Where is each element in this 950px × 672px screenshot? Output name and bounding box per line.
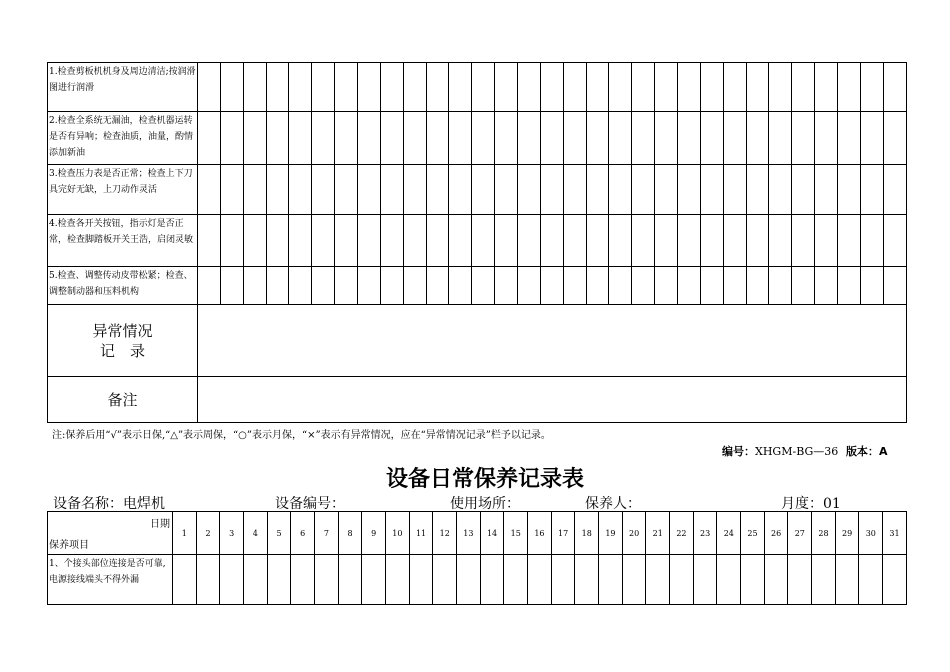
day-check-cell[interactable]	[433, 555, 457, 605]
day-header: 20	[622, 512, 646, 555]
day-check-cell[interactable]	[358, 112, 381, 165]
day-check-cell[interactable]	[312, 165, 335, 215]
day-check-cell[interactable]	[403, 165, 426, 215]
day-check-cell[interactable]	[741, 555, 765, 605]
maintenance-row	[48, 555, 907, 605]
day-check-cell[interactable]	[335, 112, 358, 165]
day-check-cell[interactable]	[769, 267, 792, 305]
day-check-cell[interactable]	[586, 267, 609, 305]
day-check-cell[interactable]	[403, 267, 426, 305]
maintenance-item: 1、个接头部位连接是否可靠,电源接线端头不得外漏	[48, 555, 173, 605]
day-check-cell[interactable]	[655, 112, 678, 165]
day-check-cell[interactable]	[815, 165, 838, 215]
header-item-label: 保养项目	[49, 540, 89, 551]
day-check-cell[interactable]	[495, 165, 518, 215]
legend-note: 注:保养后用“√”表示日保,“△”表示周保，“○”表示月保，“×”表示有异常情况，应在“异常情况记录”栏予以记录。	[52, 430, 551, 441]
day-check-cell[interactable]	[266, 165, 289, 215]
day-check-cell[interactable]	[723, 215, 746, 267]
day-check-cell[interactable]	[289, 63, 312, 112]
day-check-cell[interactable]	[655, 63, 678, 112]
day-check-cell[interactable]	[792, 63, 815, 112]
day-check-cell[interactable]	[358, 63, 381, 112]
maintenance-item: 2.检查全系统无漏油，检查机器运转是否有异响；检查油质，油量，酌情添加新油	[48, 112, 198, 165]
day-check-cell[interactable]	[198, 267, 221, 305]
day-check-cell[interactable]	[723, 267, 746, 305]
day-check-cell[interactable]	[289, 267, 312, 305]
day-check-cell[interactable]	[335, 215, 358, 267]
day-check-cell[interactable]	[196, 555, 220, 605]
maintainer: 保养人：	[585, 496, 641, 512]
day-header: 6	[291, 512, 315, 555]
day-check-cell[interactable]	[449, 165, 472, 215]
equipment-name: 设备名称：电焊机	[53, 496, 165, 512]
day-check-cell[interactable]	[632, 63, 655, 112]
day-check-cell[interactable]	[723, 112, 746, 165]
day-header: 23	[693, 512, 717, 555]
day-check-cell[interactable]	[540, 215, 563, 267]
day-header: 9	[362, 512, 386, 555]
day-check-cell[interactable]	[838, 63, 861, 112]
day-check-cell[interactable]	[678, 112, 701, 165]
day-check-cell[interactable]	[700, 165, 723, 215]
day-check-cell[interactable]	[518, 267, 541, 305]
day-check-cell[interactable]	[746, 63, 769, 112]
day-check-cell[interactable]	[198, 165, 221, 215]
day-check-cell[interactable]	[220, 215, 243, 267]
day-check-cell[interactable]	[528, 555, 552, 605]
day-check-cell[interactable]	[646, 555, 670, 605]
day-check-cell[interactable]	[609, 112, 632, 165]
day-check-cell[interactable]	[540, 267, 563, 305]
day-check-cell[interactable]	[495, 267, 518, 305]
day-check-cell[interactable]	[815, 267, 838, 305]
day-header: 27	[788, 512, 812, 555]
day-check-cell[interactable]	[472, 267, 495, 305]
day-check-cell[interactable]	[632, 215, 655, 267]
day-check-cell[interactable]	[609, 63, 632, 112]
day-header: 19	[599, 512, 623, 555]
day-check-cell[interactable]	[173, 555, 197, 605]
day-check-cell[interactable]	[335, 165, 358, 215]
day-check-cell[interactable]	[358, 165, 381, 215]
day-check-cell[interactable]	[449, 63, 472, 112]
day-check-cell[interactable]	[678, 215, 701, 267]
day-check-cell[interactable]	[723, 63, 746, 112]
day-header: 31	[883, 512, 907, 555]
day-check-cell[interactable]	[220, 112, 243, 165]
day-check-cell[interactable]	[198, 63, 221, 112]
document-code	[722, 443, 887, 459]
day-check-cell[interactable]	[883, 215, 906, 267]
day-check-cell[interactable]	[883, 267, 906, 305]
day-check-cell[interactable]	[472, 63, 495, 112]
header-date-label: 日期	[150, 519, 170, 530]
day-check-cell[interactable]	[312, 267, 335, 305]
day-check-cell[interactable]	[335, 63, 358, 112]
maintenance-row	[48, 112, 907, 165]
day-check-cell[interactable]	[403, 112, 426, 165]
maintenance-item: 3.检查压力表是否正常；检查上下刀具完好无缺，上刀动作灵活	[48, 165, 198, 215]
day-check-cell[interactable]	[291, 555, 315, 605]
day-check-cell[interactable]	[670, 555, 694, 605]
day-header: 7	[315, 512, 339, 555]
maintenance-item: 4.检查各开关按钮，指示灯是否正常，检查脚踏板开关王浩，启闭灵敏	[48, 215, 198, 267]
day-check-cell[interactable]	[426, 112, 449, 165]
day-check-cell[interactable]	[472, 215, 495, 267]
day-check-cell[interactable]	[380, 215, 403, 267]
month: 月度：01	[781, 496, 841, 512]
day-check-cell[interactable]	[632, 112, 655, 165]
day-check-cell[interactable]	[335, 267, 358, 305]
day-check-cell[interactable]	[609, 267, 632, 305]
day-check-cell[interactable]	[472, 112, 495, 165]
day-check-cell[interactable]	[575, 555, 599, 605]
day-check-cell[interactable]	[586, 215, 609, 267]
day-header: 21	[646, 512, 670, 555]
day-header: 13	[457, 512, 481, 555]
day-check-cell[interactable]	[243, 112, 266, 165]
day-check-cell[interactable]	[312, 63, 335, 112]
day-check-cell[interactable]	[792, 267, 815, 305]
day-check-cell[interactable]	[586, 63, 609, 112]
day-check-cell[interactable]	[426, 63, 449, 112]
day-check-cell[interactable]	[518, 63, 541, 112]
day-check-cell[interactable]	[457, 555, 481, 605]
day-check-cell[interactable]	[792, 112, 815, 165]
day-check-cell[interactable]	[289, 112, 312, 165]
header-corner	[48, 512, 173, 555]
day-check-cell[interactable]	[449, 267, 472, 305]
day-check-cell[interactable]	[859, 555, 883, 605]
day-check-cell[interactable]	[495, 215, 518, 267]
day-check-cell[interactable]	[266, 267, 289, 305]
day-check-cell[interactable]	[198, 112, 221, 165]
day-check-cell[interactable]	[815, 112, 838, 165]
day-check-cell[interactable]	[380, 267, 403, 305]
day-check-cell[interactable]	[267, 555, 291, 605]
day-check-cell[interactable]	[769, 63, 792, 112]
day-check-cell[interactable]	[678, 267, 701, 305]
day-check-cell[interactable]	[838, 215, 861, 267]
doc-code-value: XHGM-BG—36	[755, 445, 839, 458]
day-check-cell[interactable]	[540, 63, 563, 112]
day-check-cell[interactable]	[586, 165, 609, 215]
day-check-cell[interactable]	[312, 112, 335, 165]
day-check-cell[interactable]	[586, 112, 609, 165]
day-check-cell[interactable]	[426, 215, 449, 267]
day-check-cell[interactable]	[480, 555, 504, 605]
day-check-cell[interactable]	[563, 165, 586, 215]
day-check-cell[interactable]	[312, 215, 335, 267]
top-maintenance-table	[47, 62, 907, 423]
day-check-cell[interactable]	[815, 63, 838, 112]
day-header: 8	[338, 512, 362, 555]
day-header: 2	[196, 512, 220, 555]
day-check-cell[interactable]	[315, 555, 339, 605]
day-check-cell[interactable]	[746, 112, 769, 165]
day-header: 1	[173, 512, 197, 555]
day-check-cell[interactable]	[380, 112, 403, 165]
maintenance-row	[48, 165, 907, 215]
day-check-cell[interactable]	[266, 112, 289, 165]
day-check-cell[interactable]	[338, 555, 362, 605]
abnormal-record-label	[48, 305, 198, 377]
day-check-cell[interactable]	[883, 165, 906, 215]
day-check-cell[interactable]	[693, 555, 717, 605]
day-check-cell[interactable]	[883, 555, 907, 605]
day-check-cell[interactable]	[860, 165, 883, 215]
version-value: A	[878, 445, 888, 458]
remarks-area[interactable]	[198, 377, 907, 423]
day-check-cell[interactable]	[504, 555, 528, 605]
day-check-cell[interactable]	[472, 165, 495, 215]
day-header: 26	[764, 512, 788, 555]
abnormal-label-line2: 记 录	[99, 341, 145, 360]
day-check-cell[interactable]	[723, 165, 746, 215]
equipment-number: 设备编号：	[275, 496, 345, 512]
day-check-cell[interactable]	[386, 555, 410, 605]
day-check-cell[interactable]	[700, 267, 723, 305]
day-check-cell[interactable]	[632, 165, 655, 215]
day-check-cell[interactable]	[403, 63, 426, 112]
day-check-cell[interactable]	[599, 555, 623, 605]
day-check-cell[interactable]	[409, 555, 433, 605]
day-check-cell[interactable]	[609, 215, 632, 267]
day-check-cell[interactable]	[678, 63, 701, 112]
day-check-cell[interactable]	[518, 165, 541, 215]
day-check-cell[interactable]	[289, 215, 312, 267]
remarks-label: 备注	[48, 377, 198, 423]
day-check-cell[interactable]	[243, 63, 266, 112]
version-label: 版本：	[845, 445, 879, 458]
day-check-cell[interactable]	[495, 112, 518, 165]
day-check-cell[interactable]	[449, 112, 472, 165]
day-header: 3	[220, 512, 244, 555]
day-check-cell[interactable]	[563, 267, 586, 305]
day-check-cell[interactable]	[792, 215, 815, 267]
day-check-cell[interactable]	[815, 215, 838, 267]
header-row	[48, 512, 907, 555]
doc-code-label: 编号：	[722, 445, 755, 458]
day-check-cell[interactable]	[769, 215, 792, 267]
day-check-cell[interactable]	[655, 267, 678, 305]
day-check-cell[interactable]	[495, 63, 518, 112]
day-header: 5	[267, 512, 291, 555]
day-check-cell[interactable]	[746, 267, 769, 305]
day-check-cell[interactable]	[563, 112, 586, 165]
day-check-cell[interactable]	[717, 555, 741, 605]
day-check-cell[interactable]	[764, 555, 788, 605]
day-check-cell[interactable]	[380, 63, 403, 112]
form-title: 设备日常保养记录表	[385, 467, 584, 492]
day-check-cell[interactable]	[700, 63, 723, 112]
day-header: 28	[812, 512, 836, 555]
abnormal-row	[48, 305, 907, 377]
maintenance-item: 5.检查、调整传动皮带松紧；检查、调整制动器和压料机构	[48, 267, 198, 305]
day-check-cell[interactable]	[243, 165, 266, 215]
abnormal-label-line1: 异常情况	[92, 321, 153, 340]
day-check-cell[interactable]	[220, 555, 244, 605]
day-check-cell[interactable]	[838, 112, 861, 165]
day-header: 30	[859, 512, 883, 555]
day-check-cell[interactable]	[220, 165, 243, 215]
day-check-cell[interactable]	[769, 165, 792, 215]
day-header: 12	[433, 512, 457, 555]
day-header: 14	[480, 512, 504, 555]
day-check-cell[interactable]	[362, 555, 386, 605]
day-check-cell[interactable]	[700, 112, 723, 165]
day-check-cell[interactable]	[860, 267, 883, 305]
maintenance-row	[48, 215, 907, 267]
day-check-cell[interactable]	[860, 112, 883, 165]
day-check-cell[interactable]	[883, 63, 906, 112]
day-check-cell[interactable]	[835, 555, 859, 605]
day-check-cell[interactable]	[220, 63, 243, 112]
day-check-cell[interactable]	[403, 215, 426, 267]
day-check-cell[interactable]	[609, 165, 632, 215]
day-check-cell[interactable]	[266, 215, 289, 267]
day-header: 18	[575, 512, 599, 555]
day-check-cell[interactable]	[700, 215, 723, 267]
day-check-cell[interactable]	[289, 165, 312, 215]
day-check-cell[interactable]	[243, 215, 266, 267]
day-check-cell[interactable]	[746, 215, 769, 267]
day-check-cell[interactable]	[883, 112, 906, 165]
day-check-cell[interactable]	[551, 555, 575, 605]
day-header: 25	[741, 512, 765, 555]
day-check-cell[interactable]	[220, 267, 243, 305]
day-check-cell[interactable]	[198, 215, 221, 267]
day-check-cell[interactable]	[838, 165, 861, 215]
maintenance-row	[48, 267, 907, 305]
day-check-cell[interactable]	[655, 165, 678, 215]
day-header: 17	[551, 512, 575, 555]
day-header: 24	[717, 512, 741, 555]
day-check-cell[interactable]	[518, 215, 541, 267]
day-header: 16	[528, 512, 552, 555]
day-header: 29	[835, 512, 859, 555]
day-check-cell[interactable]	[622, 555, 646, 605]
day-check-cell[interactable]	[540, 165, 563, 215]
day-header: 15	[504, 512, 528, 555]
maintenance-row	[48, 63, 907, 112]
maintenance-item: 1.检查剪板机机身及周边清洁;按润滑图进行润滑	[48, 63, 198, 112]
day-check-cell[interactable]	[860, 215, 883, 267]
day-check-cell[interactable]	[380, 165, 403, 215]
day-check-cell[interactable]	[244, 555, 268, 605]
day-check-cell[interactable]	[563, 215, 586, 267]
day-check-cell[interactable]	[358, 267, 381, 305]
day-check-cell[interactable]	[358, 215, 381, 267]
day-check-cell[interactable]	[449, 215, 472, 267]
day-check-cell[interactable]	[540, 112, 563, 165]
day-check-cell[interactable]	[243, 267, 266, 305]
day-check-cell[interactable]	[426, 267, 449, 305]
day-header: 11	[409, 512, 433, 555]
day-check-cell[interactable]	[860, 63, 883, 112]
day-check-cell[interactable]	[678, 165, 701, 215]
day-check-cell[interactable]	[632, 267, 655, 305]
day-check-cell[interactable]	[746, 165, 769, 215]
day-header: 22	[670, 512, 694, 555]
day-check-cell[interactable]	[563, 63, 586, 112]
day-header: 10	[386, 512, 410, 555]
abnormal-record-area[interactable]	[198, 305, 907, 377]
day-check-cell[interactable]	[426, 165, 449, 215]
day-check-cell[interactable]	[518, 112, 541, 165]
day-check-cell[interactable]	[838, 267, 861, 305]
day-check-cell[interactable]	[792, 165, 815, 215]
usage-location: 使用场所：	[450, 496, 520, 512]
day-check-cell[interactable]	[266, 63, 289, 112]
day-header: 4	[244, 512, 268, 555]
day-check-cell[interactable]	[769, 112, 792, 165]
day-check-cell[interactable]	[655, 215, 678, 267]
remarks-row	[48, 377, 907, 423]
day-check-cell[interactable]	[812, 555, 836, 605]
day-check-cell[interactable]	[788, 555, 812, 605]
bottom-maintenance-table	[47, 511, 907, 605]
